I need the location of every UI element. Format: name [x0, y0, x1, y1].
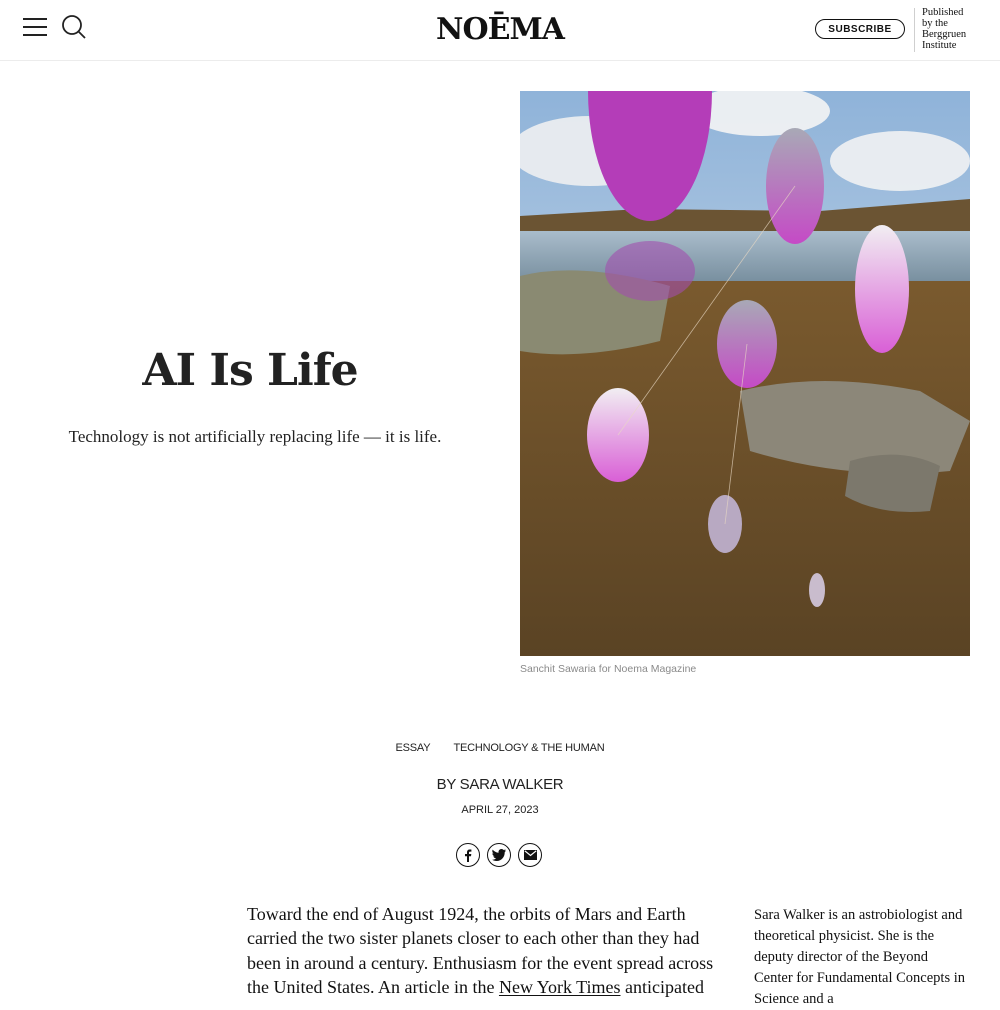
publish-date: APRIL 27, 2023 — [461, 804, 539, 816]
publisher-line: Berggruen — [922, 29, 967, 40]
twitter-icon[interactable] — [487, 843, 511, 867]
publisher-line: by the — [922, 18, 948, 29]
paragraph-text: anticipated — [620, 976, 704, 997]
article-tags — [0, 742, 1000, 754]
publisher-line: Institute — [922, 40, 957, 51]
tag-essay[interactable]: ESSAY — [395, 742, 431, 754]
noema-logo[interactable]: NOĒMA — [436, 12, 564, 47]
author-bio: Sara Walker is an astrobiologist and theoretical physicist. She is the deputy director of the Beyond Center for Fundamental Concepts in Science and a — [754, 907, 966, 1007]
header-divider — [914, 8, 915, 52]
article-subtitle: Technology is not artificially replacing life — it is life. — [68, 427, 442, 446]
subscribe-button[interactable]: SUBSCRIBE — [815, 19, 905, 39]
email-icon[interactable] — [518, 843, 542, 867]
site-header — [0, 0, 1000, 61]
tag-technology-human[interactable]: TECHNOLOGY & THE HUMAN — [453, 742, 605, 754]
image-caption: Sanchit Sawaria for Noema Magazine — [520, 663, 697, 675]
paragraph-text: Toward the end of August 1924, the orbits of Mars and Earth carried the two sister planets closer to each other than they had been in around a century. Enthusiasm for the event spread across the United States. An article in the — [247, 904, 714, 997]
article-paragraph — [247, 902, 729, 999]
publisher-note[interactable] — [922, 7, 992, 51]
nyt-link[interactable]: New York Times — [498, 976, 621, 997]
byline[interactable]: BY SARA WALKER — [436, 776, 564, 793]
hero-image — [520, 91, 970, 656]
share-buttons — [456, 843, 546, 869]
publisher-line: Published — [922, 7, 964, 18]
facebook-icon[interactable] — [456, 843, 480, 867]
article-title: AI Is Life — [142, 345, 358, 396]
